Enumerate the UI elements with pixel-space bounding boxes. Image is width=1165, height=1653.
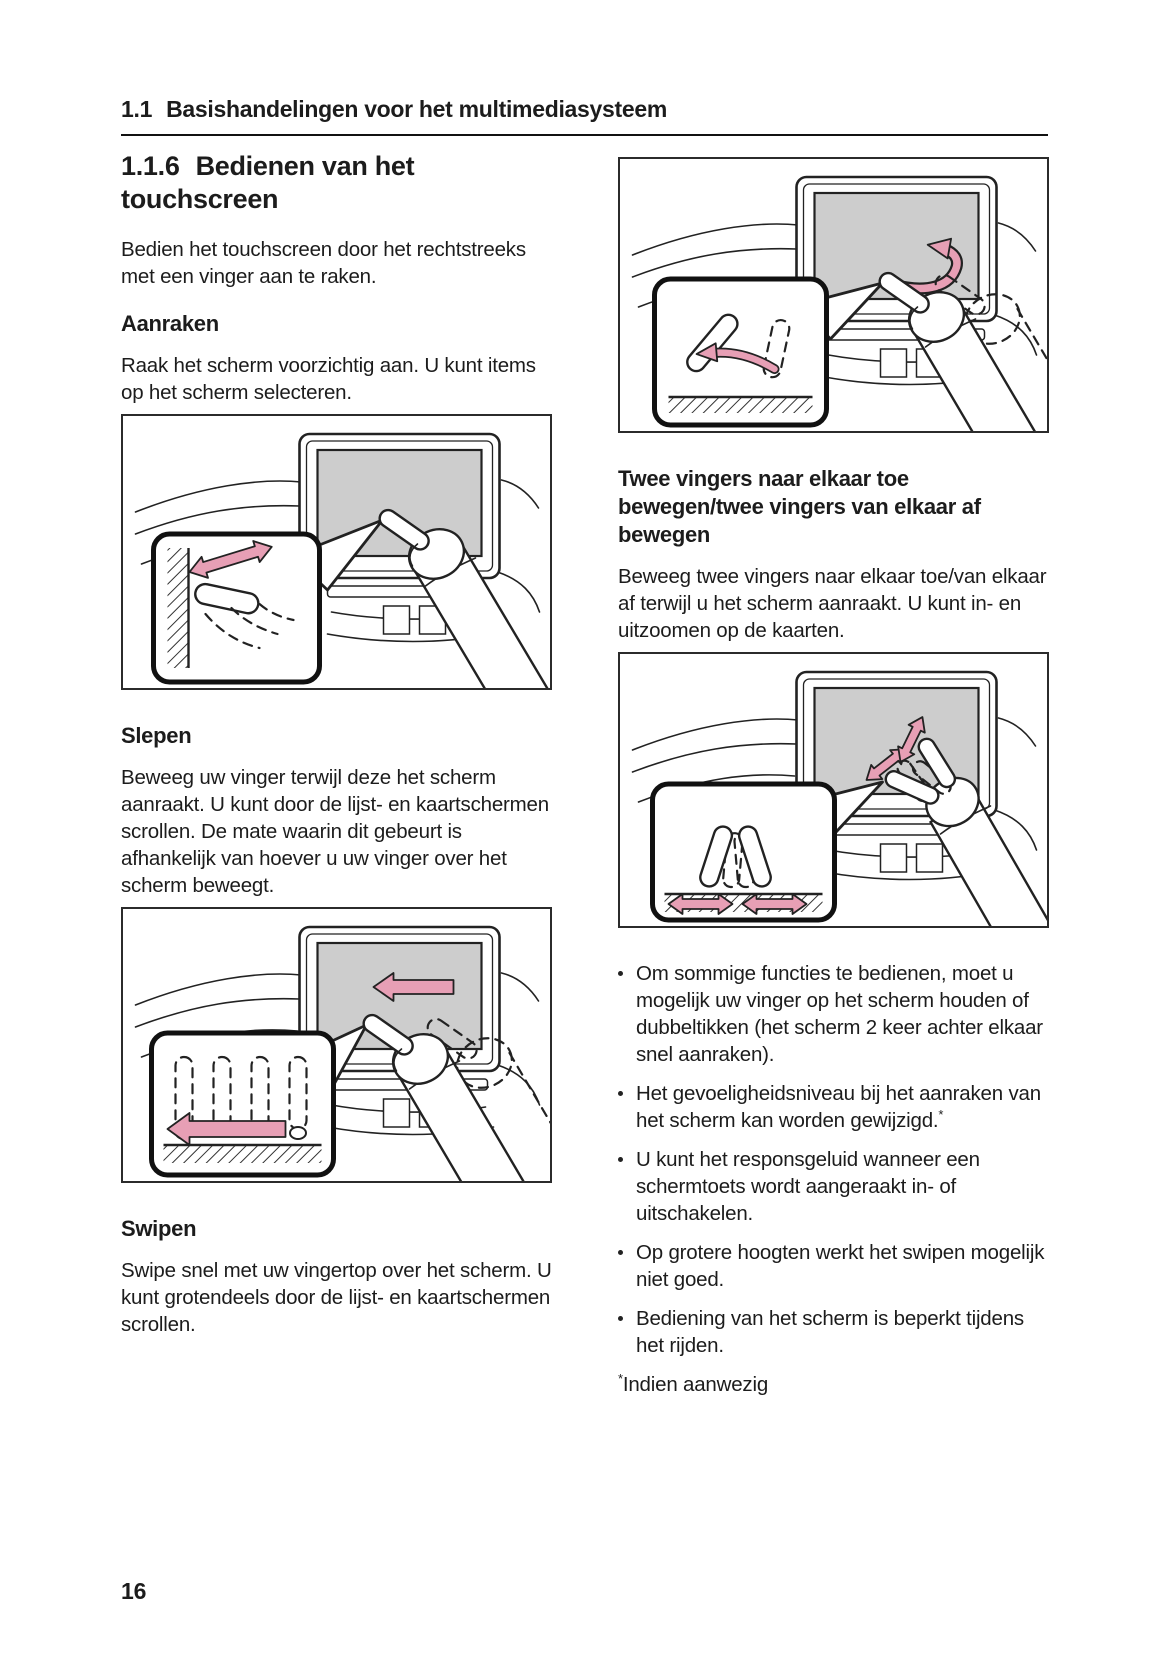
section-number: 1.1.6	[121, 151, 180, 181]
flick-figure	[618, 157, 1049, 433]
bullet-dot	[618, 971, 623, 976]
drag-illustration	[123, 909, 550, 1181]
bullet-dot	[618, 1157, 623, 1162]
bullet-dot	[618, 1250, 623, 1255]
bullet-dot	[618, 1316, 623, 1321]
chapter-title: Basishandelingen voor het multimediasysteem	[166, 96, 667, 122]
aanraken-title: Aanraken	[121, 311, 219, 336]
list-item: U kunt het responsgeluid wanneer een schermtoets wordt aangeraakt in- of uitschakelen.	[618, 1146, 1049, 1227]
finger-tip	[290, 1127, 306, 1139]
drag-figure	[121, 907, 552, 1183]
list-item: Het gevoeligheidsniveau bij het aanraken van het scherm kan worden gewijzigd.*	[618, 1080, 1049, 1134]
slepen-title: Slepen	[121, 723, 192, 748]
footnote-marker: *	[618, 1371, 623, 1387]
bullet-dot	[618, 1091, 623, 1096]
slepen-paragraph: Beweeg uw vinger terwijl deze het scherm aanraakt. U kunt door de lijst- en kaartschermen scrollen. De mate waarin dit gebeurt is afhankelijk van hoever u uw vinger over het scherm beweegt.	[121, 766, 549, 897]
chapter-number: 1.1	[121, 96, 153, 122]
aanraken-paragraph: Raak het scherm voorzichtig aan. U kunt items op het scherm selecteren.	[121, 354, 536, 404]
pinch-inset	[653, 784, 835, 920]
chapter-header	[121, 96, 1048, 136]
swipen-title: Swipen	[121, 1216, 197, 1241]
surface-hatch	[669, 397, 813, 413]
pinch-paragraph: Beweeg twee vingers naar elkaar toe/van elkaar af terwijl u het scherm aanraakt. U kunt in- en uitzoomen op de kaarten.	[618, 565, 1047, 642]
footnote-marker: *	[938, 1107, 944, 1123]
list-item: Bediening van het scherm is beperkt tijdens het rijden.	[618, 1305, 1049, 1359]
right-column	[618, 157, 1049, 1398]
page-number: 16	[121, 1578, 147, 1604]
notes-list	[618, 960, 1049, 1359]
pinch-figure	[618, 652, 1049, 928]
surface-hatch	[164, 1145, 322, 1163]
list-item: Om sommige functies te bedienen, moet u mogelijk uw vinger op het scherm houden of dubbeltikken (het scherm 2 keer achter elkaar snel aanraken).	[618, 960, 1049, 1068]
flick-illustration	[620, 159, 1047, 431]
footnote: *Indien aanwezig	[618, 1371, 769, 1396]
flick-inset	[655, 279, 827, 425]
pinch-illustration	[620, 654, 1047, 926]
touch-inset	[154, 534, 320, 682]
touch-illustration	[123, 416, 550, 688]
surface-hatch	[168, 548, 188, 668]
list-item: Op grotere hoogten werkt het swipen mogelijk niet goed.	[618, 1239, 1049, 1293]
intro-paragraph: Bedien het touchscreen door het rechtstreeks met een vinger aan te raken.	[121, 238, 526, 288]
left-column	[121, 150, 552, 1358]
drag-inset	[152, 1033, 334, 1175]
section-title: 1.1.6 Bedienen van het touchscreen	[121, 151, 415, 214]
swipen-paragraph: Swipe snel met uw vingertop over het scherm. U kunt grotendeels door de lijst- en kaartschermen scrollen.	[121, 1259, 552, 1336]
pinch-title: Twee vingers naar elkaar toe bewegen/twee vingers van elkaar af bewegen	[618, 466, 981, 547]
touch-figure	[121, 414, 552, 690]
